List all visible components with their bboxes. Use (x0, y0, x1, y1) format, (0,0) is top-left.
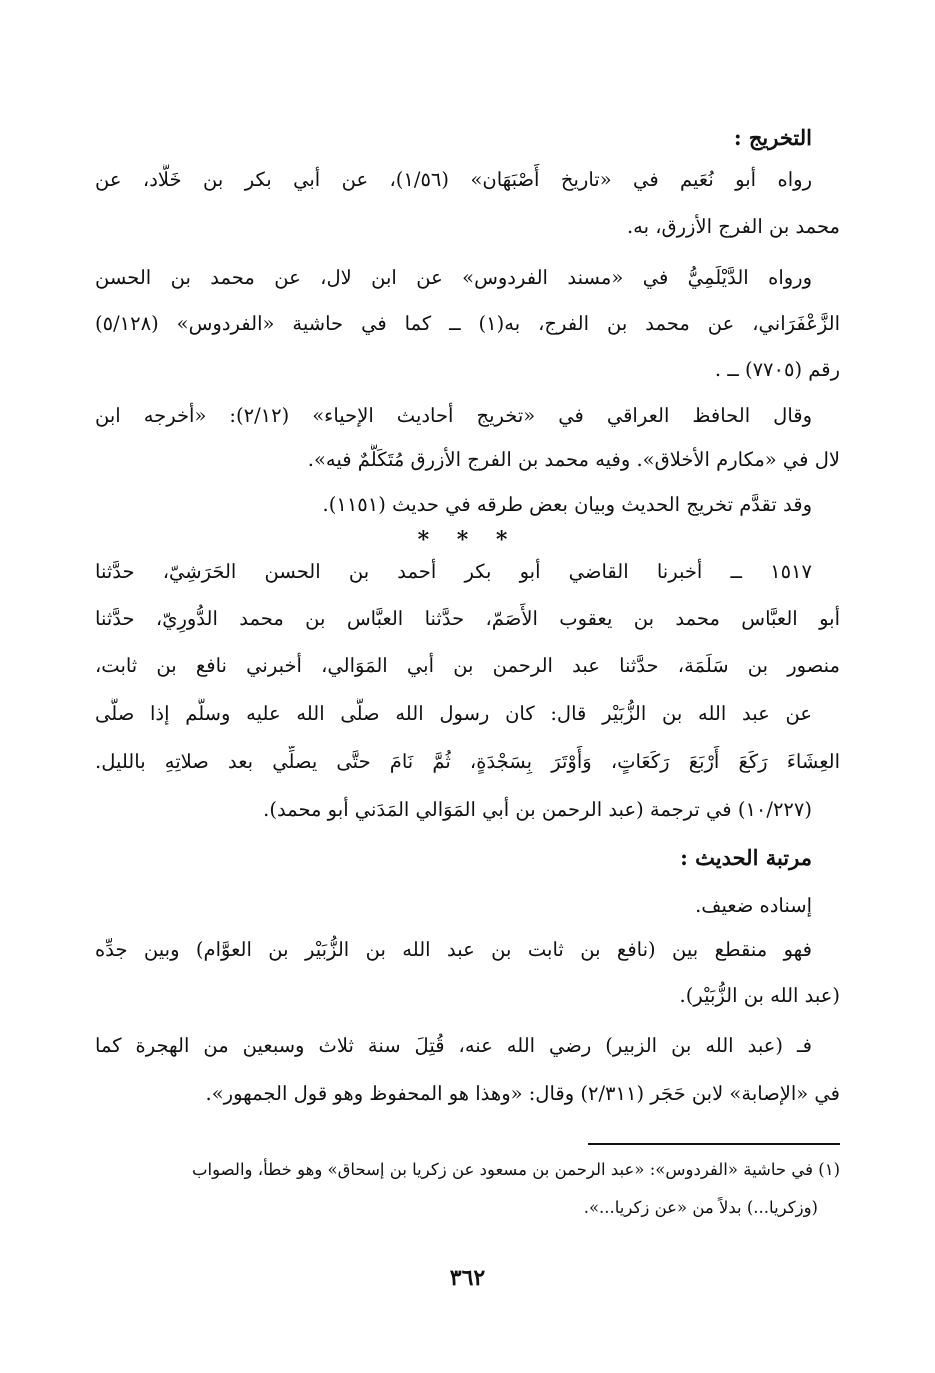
heading-rutba: مرتبة الحديث : (680, 845, 812, 870)
rutba-line: فـ (عبد الله بن الزبير) رضي الله عنه، قُتِلَ سنة ثلاث وسبعين من الهجرة كما (95, 1034, 812, 1057)
hadith-line: ١٥١٧ ــ أخبرنا القاضي أبو بكر أحمد بن الحسن الحَرَشِيّ، حدَّثنا (95, 560, 812, 583)
page-number: ٣٦٢ (449, 1265, 486, 1291)
takhrij-line: وقال الحافظ العراقي في «تخريج أحاديث الإحياء» (٢/١٢): «أخرجه ابن (95, 404, 812, 427)
rutba-line: في «الإصابة» لابن حَجَر (٢/٣١١) وقال: «وهذا هو المحفوظ وهو قول الجمهور». (205, 1082, 840, 1105)
rutba-line: فهو منقطع بين (نافع بن ثابت بن عبد الله بن الزُّبَيْر بن العوَّام) وبين جدِّه (95, 938, 812, 961)
hadith-line: عن عبد الله بن الزُّبَيْر قال: كان رسول الله صلَّى الله عليه وسلَّم إذا صلَّى (95, 702, 812, 725)
takhrij-line: وقد تقدَّم تخريج الحديث وبيان بعض طرقه في حديث (١١٥١). (322, 493, 812, 516)
footnote-separator (588, 1143, 840, 1145)
hadith-line: العِشَاءَ رَكَعَ أَرْبَعَ رَكَعَاتٍ، وَأَوْتَرَ بِسَجْدَةٍ، ثُمَّ نَامَ حتَّى يصلِّي بعد صلاتِهِ بالليل. (95, 750, 840, 773)
takhrij-line: رقم (٧٧٠٥) ــ . (714, 358, 840, 381)
hadith-line: منصور بن سَلَمَة، حدَّثنا عبد الرحمن بن أبي المَوَالي، أخبرني نافع بن ثابت، (95, 654, 840, 677)
takhrij-line: ورواه الدَّيْلَمِيُّ في «مسند الفردوس» عن ابن لال، عن محمد بن الحسن (95, 266, 812, 289)
rutba-line: إسناده ضعيف. (695, 894, 812, 917)
section-separator: * * * (417, 527, 518, 553)
hadith-line: (١٠/٢٢٧) في ترجمة (عبد الرحمن بن أبي المَوَالي المَدَني أبو محمد). (263, 798, 812, 821)
takhrij-line: لال في «مكارم الأخلاق». وفيه محمد بن الفرج الأزرق مُتَكَلَّمٌ فيه». (307, 448, 840, 471)
footnote-line: (وزكريا...) بدلاً من «عن زكريا...». (583, 1198, 818, 1217)
rutba-line: (عبد الله بن الزُّبَيْر). (679, 984, 840, 1007)
heading-takhrij: التخريج : (733, 125, 812, 150)
hadith-line: أبو العبَّاس محمد بن يعقوب الأَصَمّ، حدَّثنا العبَّاس بن محمد الدُّورِيّ، حدَّثنا (95, 607, 840, 630)
footnote-line: (١) في حاشية «الفردوس»: «عبد الرحمن بن مسعود عن زكريا بن إسحاق» وهو خطأ، والصواب (191, 1160, 840, 1179)
takhrij-line: محمد بن الفرج الأزرق، به. (626, 215, 840, 238)
book-page (95, 110, 840, 1350)
takhrij-line: رواه أبو نُعَيم في «تاريخ أَصْبَهَان» (١/٥٦)، عن أبي بكر بن خَلَّاد، عن (95, 168, 812, 191)
takhrij-line: الزَّعْفَرَاني، عن محمد بن الفرج، به(١) ــ كما في حاشية «الفردوس» (٥/١٢٨) (95, 312, 840, 335)
